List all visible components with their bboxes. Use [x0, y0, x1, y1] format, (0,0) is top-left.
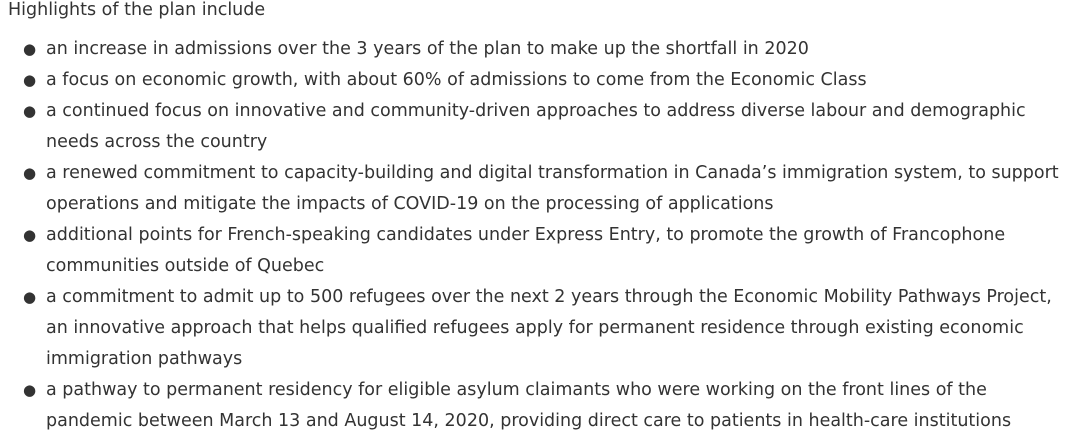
bullet-icon: ● — [23, 164, 37, 182]
bullet-icon: ● — [23, 40, 37, 58]
highlights-list — [8, 34, 1080, 437]
bullet-icon: ● — [23, 71, 37, 89]
list-item — [23, 34, 1074, 65]
bullet-icon: ● — [23, 381, 37, 399]
list-item — [23, 96, 1074, 158]
list-item-text: a pathway to permanent residency for eligible asylum claimants who were working on the front lines of the pandemic between March 13 and August 14, 2020, providing direct care to patients in health-care institutions — [46, 380, 1012, 431]
list-item — [23, 158, 1074, 220]
bullet-icon: ● — [23, 226, 37, 244]
bullet-icon: ● — [23, 288, 37, 306]
intro-text: Highlights of the plan include — [8, 0, 266, 20]
list-item — [23, 282, 1074, 375]
list-item-text: an increase in admissions over the 3 years of the plan to make up the shortfall in 2020 — [46, 39, 809, 59]
list-item-text: a continued focus on innovative and community-driven approaches to address diverse labour and demographic needs across the country — [46, 101, 1026, 152]
list-item-text: a commitment to admit up to 500 refugees over the next 2 years through the Economic Mobility Pathways Project, an innovative approach that helps qualified refugees apply for permanent residence through existing economic immigration pathways — [46, 287, 1052, 369]
list-item — [23, 65, 1074, 96]
list-item-text: a focus on economic growth, with about 60% of admissions to come from the Economic Class — [46, 70, 867, 90]
list-item — [23, 220, 1074, 282]
list-item-text: a renewed commitment to capacity-building and digital transformation in Canada’s immigration system, to support operations and mitigate the impacts of COVID-19 on the processing of applications — [46, 163, 1059, 214]
list-item — [23, 375, 1074, 437]
list-item-text: additional points for French-speaking candidates under Express Entry, to promote the growth of Francophone communities outside of Quebec — [46, 225, 1006, 276]
bullet-icon: ● — [23, 102, 37, 120]
